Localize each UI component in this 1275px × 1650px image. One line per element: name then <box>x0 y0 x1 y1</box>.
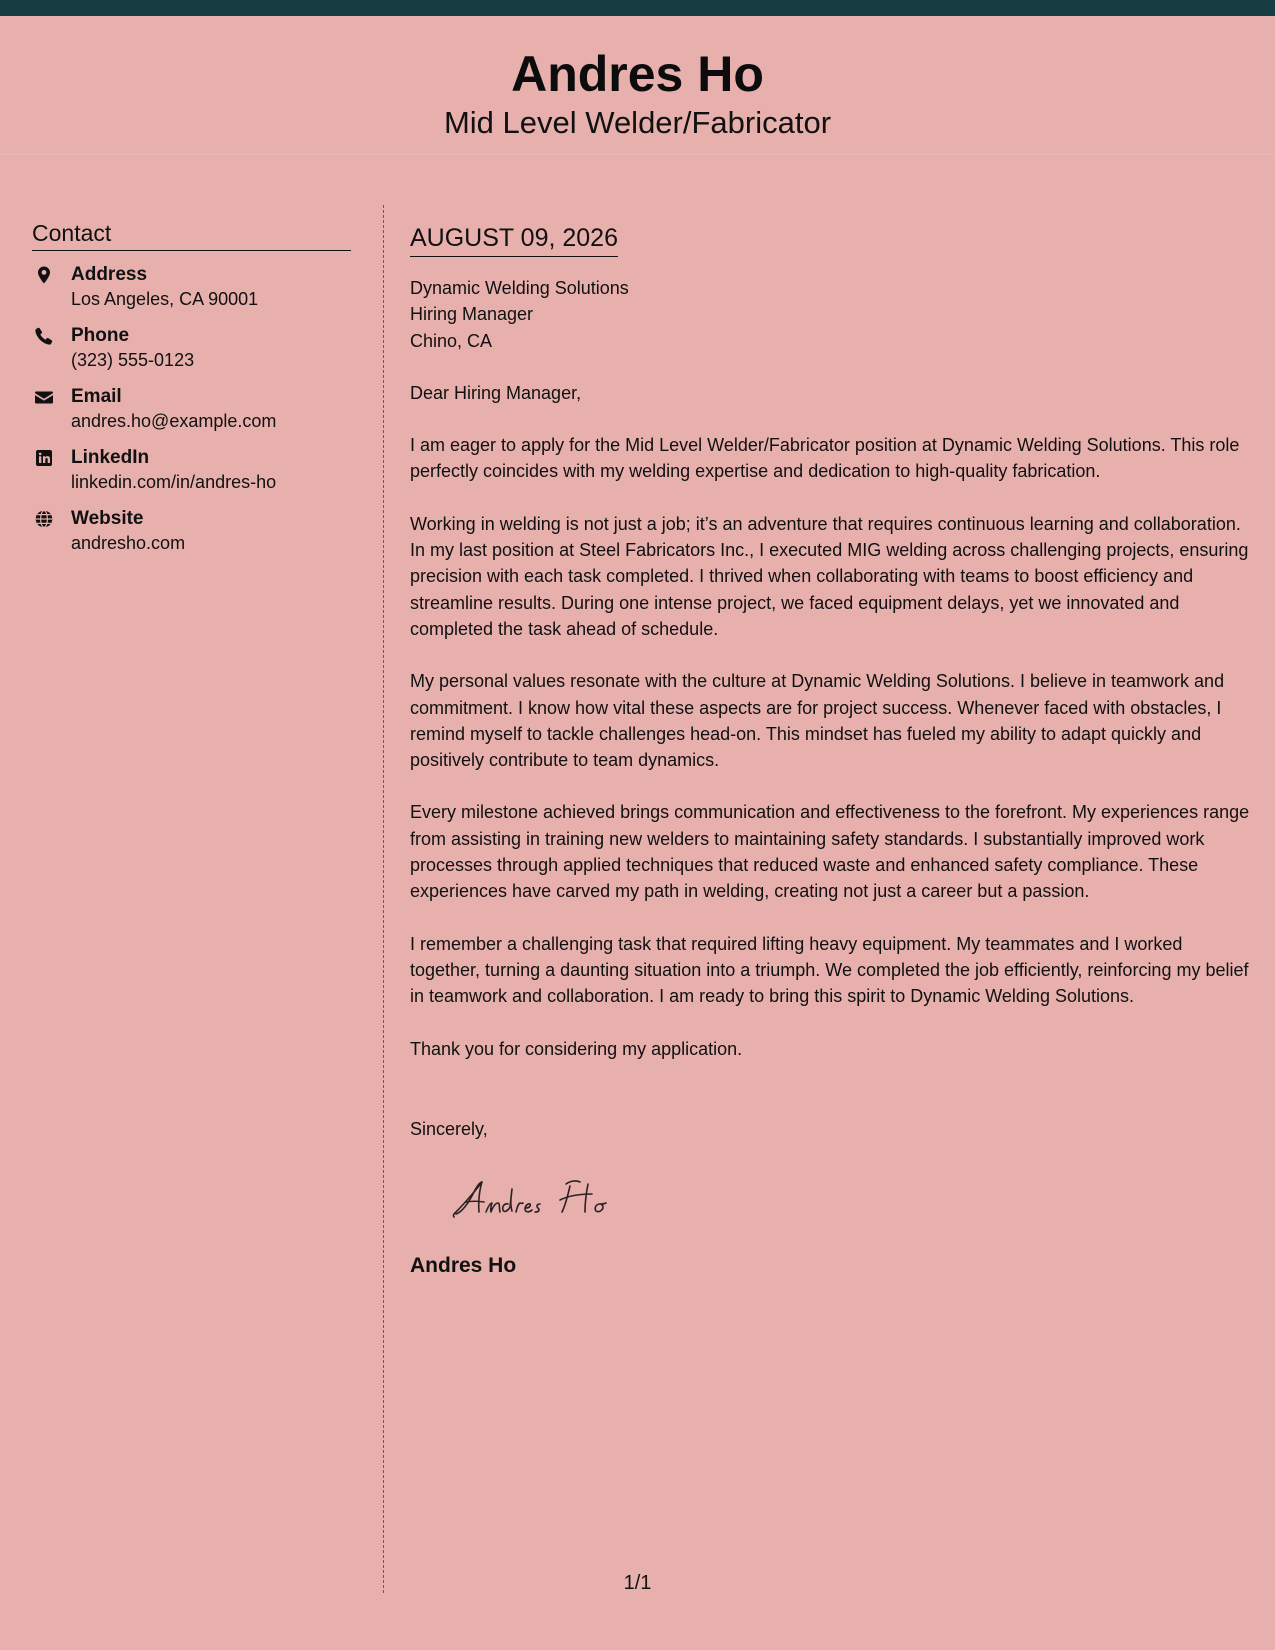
recipient-block <box>410 275 1255 354</box>
recipient-role: Hiring Manager <box>410 304 534 325</box>
contact-address <box>32 263 351 311</box>
contact-value: Los Angeles, CA 90001 <box>71 289 259 309</box>
cover-letter-body <box>410 222 1255 1280</box>
column-divider <box>383 205 384 1593</box>
contact-label: Phone <box>71 325 130 346</box>
letter-date: AUGUST 09, 2026 <box>410 222 618 257</box>
location-pin-icon <box>34 265 54 285</box>
header <box>0 16 1275 155</box>
contact-label: Address <box>71 264 148 285</box>
signer-name: Andres Ho <box>410 1254 517 1278</box>
letter-paragraph: I remember a challenging task that required lifting heavy equipment. My teammates and I worked together, turning a daunting situation into a triumph. We completed the job efficiently, reinforcing my belief in teamwork and collaboration. I am ready to bring this spirit to Dynamic Welding Solutions. <box>410 933 1249 1007</box>
contact-heading: Contact <box>32 218 351 251</box>
contact-phone <box>32 324 351 372</box>
envelope-icon <box>34 387 54 407</box>
applicant-name: Andres Ho <box>511 46 764 102</box>
recipient-company: Dynamic Welding Solutions <box>410 278 629 298</box>
phone-icon <box>34 326 54 346</box>
contact-value: (323) 555-0123 <box>71 350 195 370</box>
contact-email <box>32 385 351 433</box>
contact-value: andres.ho@example.com <box>71 411 277 431</box>
contact-linkedin <box>32 446 351 494</box>
letter-paragraph: I am eager to apply for the Mid Level Welder/Fabricator position at Dynamic Welding Solutions. This role perfectly coincides with my welding expertise and dedication to high-quality fabrication. <box>410 435 1240 482</box>
linkedin-icon <box>34 448 54 468</box>
recipient-location: Chino, CA <box>410 330 493 351</box>
letter-paragraph: Every milestone achieved brings communication and effectiveness to the forefront. My experiences range from assisting in training new welders to maintaining safety standards. I substantially improved work processes through applied techniques that reduced waste and enhanced safety compliance. These experiences have carved my path in welding, creating not just a career but a passion. <box>410 802 1250 902</box>
contact-sidebar <box>32 218 351 568</box>
handwritten-signature <box>448 1170 668 1230</box>
letter-paragraph: Working in welding is not just a job; it’s an adventure that requires continuous learning and collaboration. In my last position at Steel Fabricators Inc., I executed MIG welding across challenging projects, ensuring precision with each task completed. I thrived when collaborating with teams to boost efficiency and streamline results. During one intense project, we faced equipment delays, yet we innovated and completed the task ahead of schedule. <box>410 513 1249 639</box>
letter-paragraph: My personal values resonate with the culture at Dynamic Welding Solutions. I believe in teamwork and commitment. I know how vital these aspects are for project success. Whenever faced with obstacles, I remind myself to tackle challenges head-on. This mindset has fueled my ability to adapt quickly and positively contribute to team dynamics. <box>410 671 1225 771</box>
contact-value: andresho.com <box>71 533 186 553</box>
salutation: Dear Hiring Manager, <box>410 382 582 403</box>
contact-label: Email <box>71 386 122 407</box>
page-number: 1/1 <box>623 1572 652 1594</box>
job-title: Mid Level Welder/Fabricator <box>443 105 832 140</box>
closing: Sincerely, <box>410 1118 488 1139</box>
contact-label: LinkedIn <box>71 447 150 468</box>
globe-icon <box>34 509 54 529</box>
contact-label: Website <box>71 508 144 529</box>
contact-website <box>32 507 351 555</box>
letter-paragraph: Thank you for considering my application. <box>410 1038 743 1059</box>
contact-value: linkedin.com/in/andres-ho <box>71 472 277 492</box>
top-accent-bar <box>0 0 1275 16</box>
